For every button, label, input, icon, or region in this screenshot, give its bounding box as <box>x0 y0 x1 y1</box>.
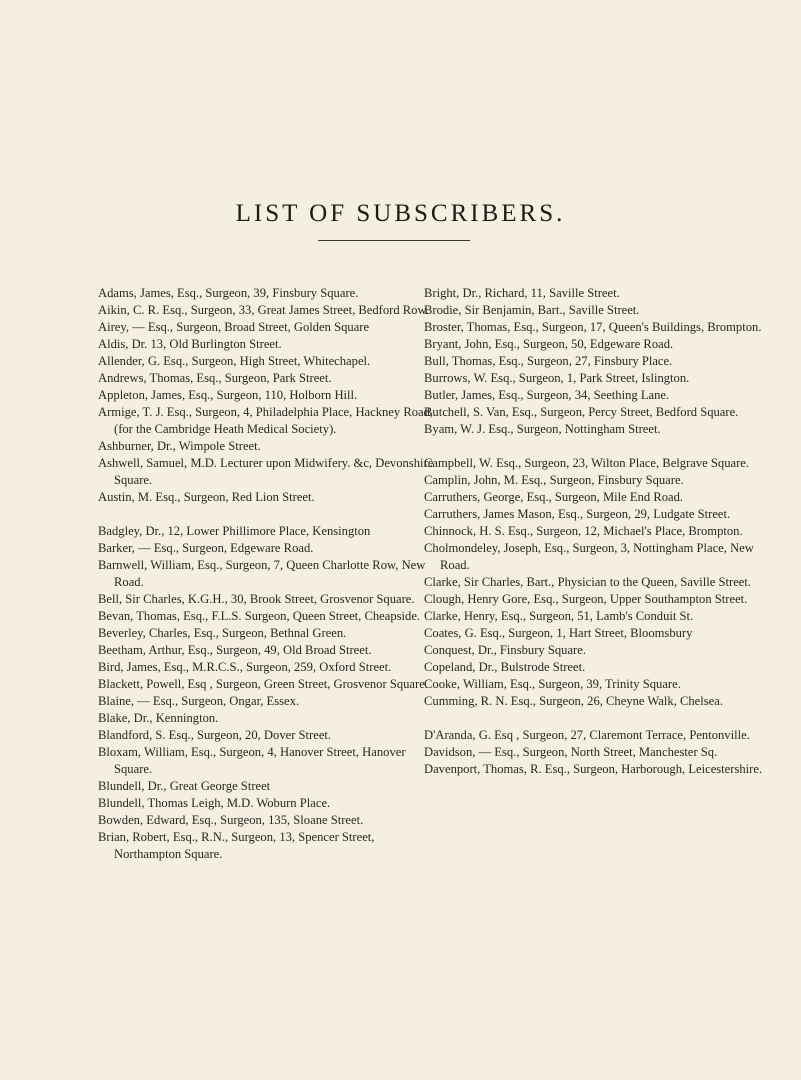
group-gap <box>98 506 438 523</box>
subscriber-entry: Byam, W. J. Esq., Surgeon, Nottingham Street. <box>424 422 661 436</box>
group-gap <box>424 710 776 727</box>
subscriber-entry: Blundell, Thomas Leigh, M.D. Woburn Place. <box>98 796 331 810</box>
subscriber-entry: Clarke, Sir Charles, Bart., Physician to the Queen, Saville Street. <box>424 575 752 589</box>
subscriber-entry: Blandford, S. Esq., Surgeon, 20, Dover Street. <box>98 728 332 742</box>
page-title: LIST OF SUBSCRIBERS. <box>235 200 566 227</box>
subscriber-entry: Blake, Dr., Kennington. <box>98 711 219 725</box>
subscriber-entry: Cooke, William, Esq., Surgeon, 39, Trinity Square. <box>424 677 681 691</box>
subscriber-entry: Bell, Sir Charles, K.G.H., 30, Brook Street, Grosvenor Square. <box>98 592 415 606</box>
subscriber-entry: Chinnock, H. S. Esq., Surgeon, 12, Michael's Place, Brompton. <box>424 524 743 538</box>
subscriber-entry: Badgley, Dr., 12, Lower Phillimore Place, Kensington <box>98 524 371 538</box>
subscriber-entry: Burrows, W. Esq., Surgeon, 1, Park Street, Islington. <box>424 371 690 385</box>
subscriber-entry: Beverley, Charles, Esq., Surgeon, Bethnal Green. <box>98 626 347 640</box>
subscriber-entry: Davenport, Thomas, R. Esq., Surgeon, Harborough, Leicestershire. <box>424 762 763 776</box>
subscriber-group-b <box>98 523 438 863</box>
subscriber-entry: Clarke, Henry, Esq., Surgeon, 51, Lamb's Conduit St. <box>424 609 694 623</box>
subscriber-group-b-cont <box>424 285 776 438</box>
subscriber-entry: Bryant, John, Esq., Surgeon, 50, Edgeware Road. <box>424 337 674 351</box>
subscriber-entry: Cumming, R. N. Esq., Surgeon, 26, Cheyne Walk, Chelsea. <box>424 694 724 708</box>
subscriber-entry: Bloxam, William, Esq., Surgeon, 4, Hanover Street, Hanover Square. <box>98 745 406 776</box>
subscriber-entry: Aikin, C. R. Esq., Surgeon, 33, Great James Street, Bedford Row. <box>98 303 429 317</box>
subscriber-entry: Bull, Thomas, Esq., Surgeon, 27, Finsbury Place. <box>424 354 673 368</box>
subscriber-entry: Butler, James, Esq., Surgeon, 34, Seething Lane. <box>424 388 670 402</box>
subscriber-entry: Broster, Thomas, Esq., Surgeon, 17, Queen's Buildings, Brompton. <box>424 320 762 334</box>
group-gap <box>424 438 776 455</box>
subscriber-entry: Armige, T. J. Esq., Surgeon, 4, Philadelphia Place, Hackney Road, (for the Cambridge Heath Medical Society). <box>98 405 434 436</box>
subscriber-entry: Ashwell, Samuel, M.D. Lecturer upon Midwifery. &c, Devonshire Square. <box>98 456 434 487</box>
subscriber-entry: Blundell, Dr., Great George Street <box>98 779 271 793</box>
subscriber-entry: Campbell, W. Esq., Surgeon, 23, Wilton Place, Belgrave Square. <box>424 456 750 470</box>
subscriber-entry: Cholmondeley, Joseph, Esq., Surgeon, 3, Nottingham Place, New Road. <box>424 541 754 572</box>
subscriber-entry: Carruthers, George, Esq., Surgeon, Mile End Road. <box>424 490 684 504</box>
subscriber-entry: Clough, Henry Gore, Esq., Surgeon, Upper Southampton Street. <box>424 592 748 606</box>
subscriber-entry: Allender, G. Esq., Surgeon, High Street, Whitechapel. <box>98 354 371 368</box>
subscriber-entry: Adams, James, Esq., Surgeon, 39, Finsbury Square. <box>98 286 359 300</box>
subscriber-entry: Carruthers, James Mason, Esq., Surgeon, 29, Ludgate Street. <box>424 507 731 521</box>
subscriber-entry: Beetham, Arthur, Esq., Surgeon, 49, Old Broad Street. <box>98 643 372 657</box>
subscriber-entry: Camplin, John, M. Esq., Surgeon, Finsbury Square. <box>424 473 684 487</box>
right-column <box>424 285 776 778</box>
subscriber-entry: Ashburner, Dr., Wimpole Street. <box>98 439 261 453</box>
subscriber-entry: Barker, — Esq., Surgeon, Edgeware Road. <box>98 541 314 555</box>
subscriber-entry: Barnwell, William, Esq., Surgeon, 7, Queen Charlotte Row, New Road. <box>98 558 426 589</box>
subscriber-entry: Brian, Robert, Esq., R.N., Surgeon, 13, Spencer Street, Northampton Square. <box>98 830 375 861</box>
subscriber-entry: D'Aranda, G. Esq , Surgeon, 27, Claremont Terrace, Pentonville. <box>424 728 750 742</box>
subscriber-entry: Butchell, S. Van, Esq., Surgeon, Percy Street, Bedford Square. <box>424 405 739 419</box>
subscriber-entry: Airey, — Esq., Surgeon, Broad Street, Golden Square <box>98 320 370 334</box>
subscriber-entry: Andrews, Thomas, Esq., Surgeon, Park Street. <box>98 371 332 385</box>
subscriber-entry: Appleton, James, Esq., Surgeon, 110, Holborn Hill. <box>98 388 358 402</box>
subscriber-entry: Brodie, Sir Benjamin, Bart., Saville Street. <box>424 303 640 317</box>
subscriber-entry: Bird, James, Esq., M.R.C.S., Surgeon, 259, Oxford Street. <box>98 660 392 674</box>
subscriber-entry: Blackett, Powell, Esq , Surgeon, Green Street, Grosvenor Square. <box>98 677 428 691</box>
title-rule <box>318 240 470 241</box>
subscriber-entry: Copeland, Dr., Bulstrode Street. <box>424 660 586 674</box>
subscriber-entry: Coates, G. Esq., Surgeon, 1, Hart Street, Bloomsbury <box>424 626 693 640</box>
subscriber-entry: Austin, M. Esq., Surgeon, Red Lion Street. <box>98 490 315 504</box>
subscriber-entry: Bevan, Thomas, Esq., F.L.S. Surgeon, Queen Street, Cheapside. <box>98 609 421 623</box>
subscriber-group-d <box>424 727 776 778</box>
subscriber-entry: Davidson, — Esq., Surgeon, North Street, Manchester Sq. <box>424 745 718 759</box>
subscriber-entry: Blaine, — Esq., Surgeon, Ongar, Essex. <box>98 694 300 708</box>
subscriber-group-c <box>424 455 776 710</box>
subscriber-entry: Aldis, Dr. 13, Old Burlington Street. <box>98 337 282 351</box>
subscriber-entry: Bright, Dr., Richard, 11, Saville Street. <box>424 286 620 300</box>
subscriber-group-a <box>98 285 438 506</box>
left-column <box>98 285 438 863</box>
subscriber-entry: Conquest, Dr., Finsbury Square. <box>424 643 586 657</box>
subscriber-entry: Bowden, Edward, Esq., Surgeon, 135, Sloane Street. <box>98 813 364 827</box>
